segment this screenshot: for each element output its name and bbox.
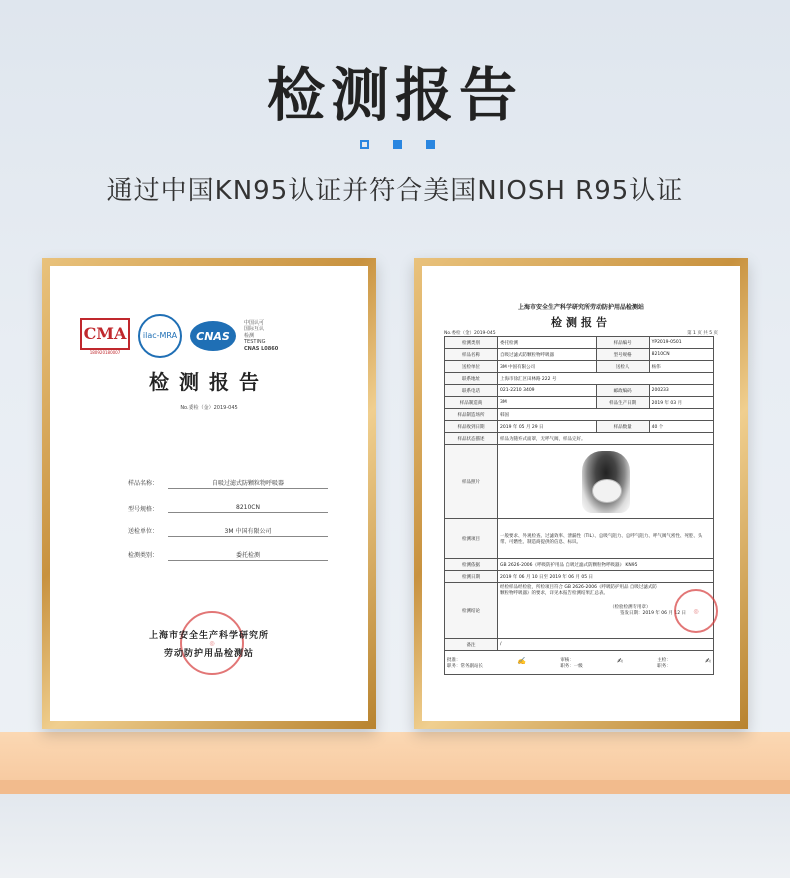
table-cell: 样品编号 [596, 337, 649, 349]
cnas-text-line: 中国认可 [244, 319, 265, 326]
table-cell: 检测依据 [445, 559, 498, 571]
field-value: 自吸过滤式防颗粒物呼吸器 [168, 478, 328, 489]
reviewer-signature: ✍ [617, 656, 623, 665]
table-cell: 021-2210 3409 [498, 385, 597, 397]
table-cell: 自吸过滤式防颗粒物呼吸器 [498, 349, 597, 361]
cover-title: 检测报告 [149, 370, 269, 394]
table-cell: 样品数量 [596, 421, 649, 433]
sample-photo-cell [498, 445, 714, 519]
report-no: No.委检（金）2019-045 [444, 331, 496, 336]
table-row [445, 639, 714, 651]
stamp-caption: （检验检测专用章） [610, 605, 651, 610]
accreditation-logos [80, 314, 278, 358]
cover-field-model [88, 504, 328, 513]
table-row [445, 445, 714, 519]
table-cell: 200233 [649, 385, 713, 397]
cnas-text-line: TESTING [244, 339, 266, 346]
table-row [445, 349, 714, 361]
cnas-logo: CNAS [190, 321, 236, 351]
reviewer-label: 审核： [560, 657, 574, 663]
table-row [445, 559, 714, 571]
divider-dot [393, 140, 402, 149]
tester-block [657, 657, 671, 669]
table-cell: 样品制造商 [445, 397, 498, 409]
cover-issuer-line1: 上海市安全生产科学研究所 [148, 631, 269, 641]
title-divider-dots [360, 140, 435, 149]
official-seal: ◎ [180, 611, 244, 675]
table-cell: 样品名称 [445, 349, 498, 361]
inspection-seal: ◎ [674, 589, 718, 633]
table-row [445, 421, 714, 433]
cover-field-sample-name [88, 478, 328, 489]
cover-issuer-line2: 劳动防护用品检测站 [163, 649, 254, 659]
cnas-text-line: CNAS L0860 [244, 345, 279, 352]
table-cell: 联系电话 [445, 385, 498, 397]
table-cell: 检测结论 [445, 583, 498, 639]
table-cell: 备注 [445, 639, 498, 651]
issue-date: 签发日期：2019 年 06 月 12 日 [620, 611, 687, 616]
table-row [445, 361, 714, 373]
table-cell: GB 2626-2006《呼吸防护用品 自吸过滤式防颗粒物呼吸器》 KN95 [498, 559, 714, 571]
page-title: 检测报告 [266, 61, 523, 129]
table-cell: 样品制造场所 [445, 409, 498, 421]
cnas-text-line: 检测 [244, 332, 255, 339]
ilac-mra-logo: ilac-MRA [138, 314, 182, 358]
table-cell: 2019 年 06 月 10 日至 2019 年 06 月 05 日 [498, 571, 714, 583]
cover-report-no: No.委检（金）2019-045 [180, 405, 238, 411]
signature-cell [445, 651, 714, 675]
table-cell: 检测类别 [445, 337, 498, 349]
cnas-text [244, 320, 278, 353]
report-page [422, 266, 740, 721]
signature-row [445, 651, 714, 675]
table-row [445, 373, 714, 385]
shelf-edge [0, 780, 790, 794]
table-row [445, 337, 714, 349]
table-cell: 联系地址 [445, 373, 498, 385]
field-label: 型号规格： [127, 506, 158, 513]
reviewer-block [560, 657, 583, 669]
table-cell: 样品收到日期 [445, 421, 498, 433]
report-table [444, 336, 714, 675]
report-page-count: 第 1 页 共 5 页 [687, 331, 718, 336]
table-row [445, 571, 714, 583]
approver-title: 职务：常务副站长 [447, 663, 483, 669]
table-cell: / [498, 639, 714, 651]
reviewer-title: 职务：一级 [560, 663, 583, 669]
table-cell: 8210CN [649, 349, 713, 361]
field-label: 送检单位： [127, 528, 158, 535]
conclusion-cell [498, 583, 714, 639]
table-cell: 样品生产日期 [596, 397, 649, 409]
table-cell: 样品照片 [445, 445, 498, 519]
table-cell: 型号规格 [596, 349, 649, 361]
cma-logo: CMA [80, 318, 130, 350]
table-cell: YP2019-0501 [649, 337, 713, 349]
table-cell: 3M 中国有限公司 [498, 361, 597, 373]
field-value: 委托检测 [168, 550, 328, 561]
cover-page [50, 266, 368, 721]
table-cell: 韩国 [498, 409, 714, 421]
cover-field-category [88, 550, 328, 561]
table-cell: 委托检测 [498, 337, 597, 349]
signatures [447, 657, 711, 669]
table-row [445, 519, 714, 559]
cover-field-submitter [88, 526, 328, 537]
report-detail-frame[interactable] [414, 258, 748, 729]
table-cell: 上海市徐汇区田林路 222 号 [498, 373, 714, 385]
report-title: 检测报告 [551, 316, 611, 329]
divider-dot [426, 140, 435, 149]
table-cell: 一般要求、外观检查、过滤效率、泄漏性（TIL）、总吸气阻力、总呼气阻力、呼气阀气密性、死腔、头带、可燃性、制造商提供的信息、标识。 [498, 519, 714, 559]
table-cell: 2019 年 03 月 [649, 397, 713, 409]
divider-dot-outline [360, 140, 369, 149]
respirator-photo [582, 451, 630, 513]
conclusion-text: 经检样品经检验，所检项目符合 GB 2626-2006《呼吸防护用品 自吸过滤式防颗粒物呼吸器》的要求，详见本报告检测结果汇总表。 [500, 585, 657, 596]
tester-label: 主检： [657, 657, 671, 663]
table-cell: 邮政编码 [596, 385, 649, 397]
table-cell: 杨伟 [649, 361, 713, 373]
table-cell: 检测日期 [445, 571, 498, 583]
table-cell: 送检单位 [445, 361, 498, 373]
field-value: 8210CN [168, 504, 328, 513]
field-label: 检测类别： [127, 552, 158, 559]
table-cell: 送检人 [596, 361, 649, 373]
table-row [445, 433, 714, 445]
cma-logo-group [80, 318, 130, 355]
table-cell: 检测项目 [445, 519, 498, 559]
approver-label: 批准： [447, 657, 461, 663]
table-row [445, 385, 714, 397]
cover-certificate-frame[interactable] [42, 258, 376, 729]
field-label: 样品名称： [127, 480, 158, 487]
table-row [445, 397, 714, 409]
tester-title: 职务： [657, 663, 671, 669]
table-row [445, 583, 714, 639]
approver-signature: ✍ [517, 656, 527, 665]
field-value: 3M 中国有限公司 [168, 526, 328, 537]
floor [0, 794, 790, 878]
table-cell: 样品为随弃式面罩，无呼气阀，样品完好。 [498, 433, 714, 445]
report-header: 上海市安全生产科学研究所劳动防护用品检测站 [517, 304, 644, 311]
table-cell: 样品状态描述 [445, 433, 498, 445]
tester-signature: ✍ [705, 656, 711, 665]
table-row [445, 409, 714, 421]
cma-number: 180920180007 [89, 349, 121, 355]
table-cell: 40 个 [649, 421, 713, 433]
table-cell: 3M [498, 397, 597, 409]
approver-block [447, 657, 483, 669]
table-cell: 2019 年 05 月 29 日 [498, 421, 597, 433]
cnas-text-line: 国际互认 [244, 326, 265, 333]
page-subtitle: 通过中国KN95认证并符合美国NIOSH R95认证 [106, 176, 684, 206]
